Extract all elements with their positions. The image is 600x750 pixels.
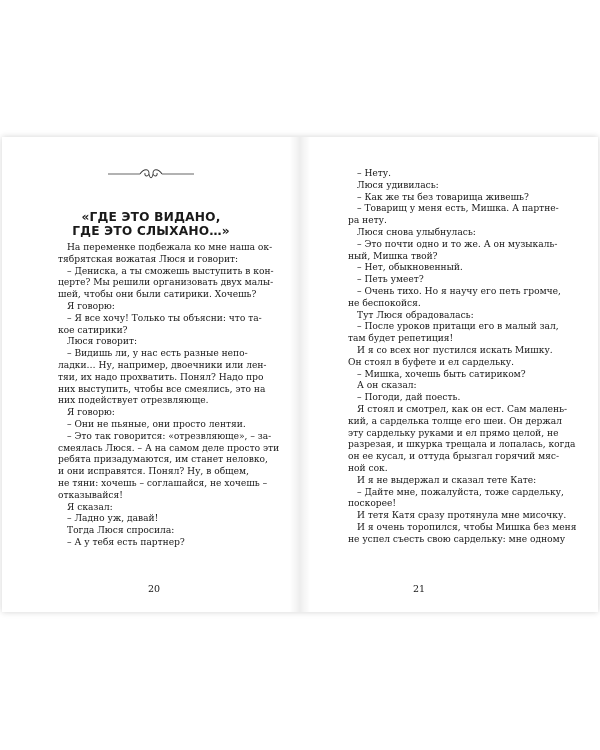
text-line: шей, чтобы они были сатирики. Хочешь? (58, 290, 257, 301)
text-line: – Они не пьяные, они просто лентяи. (67, 419, 246, 430)
text-line: Я сказал: (67, 502, 113, 513)
text-line: – Ладно уж, давай! (67, 514, 159, 525)
text-line: – Дайте мне, пожалуйста, тоже сардельку, (357, 487, 564, 498)
text-line: – Погоди, дай поесть. (357, 393, 461, 404)
text-line: – Нет, обыкновенный. (357, 263, 463, 274)
left-page (2, 137, 300, 612)
text-line: Тут Люся обрадовалась: (357, 310, 474, 321)
text-line: Он стоял в буфете и ел сардельку. (348, 357, 515, 368)
text-line: эту сардельку руками и ел прямо целой, не (348, 428, 559, 439)
left-page-text (58, 243, 278, 550)
ornament-divider (108, 167, 194, 181)
text-line: – Дениска, а ты сможешь выступить в кон- (67, 266, 274, 277)
text-line: – Видишь ли, у нас есть разные непо- (67, 349, 248, 360)
text-line: И я со всех ног пустился искать Мишку. (357, 345, 553, 356)
book-spread (2, 137, 598, 612)
page-number: 21 (413, 584, 426, 595)
text-line: – Как же ты без товарища живешь? (357, 192, 529, 203)
text-line: не успел съесть свою сардельку: мне одному (348, 534, 566, 545)
text-line: Люся говорит: (67, 337, 138, 348)
text-line: Люся снова улыбнулась: (357, 227, 476, 238)
right-page (300, 137, 598, 612)
text-line: На переменке подбежала ко мне наша ок- (67, 243, 273, 253)
text-line: – Нету. (357, 169, 392, 179)
text-line: Люся удивилась: (357, 180, 439, 191)
text-line: ладки… Ну, например, двоечники или лен- (58, 360, 267, 371)
right-page-text (348, 169, 577, 547)
text-line: Я стоял и смотрел, как он ест. Сам малень- (357, 404, 568, 415)
text-line: ребята призадумаются, им станет неловко, (58, 455, 268, 466)
text-line: них выступить, чтобы все смеялись, это на (58, 384, 266, 395)
chapter-title-line-1: «ГДЕ ЭТО ВИДАНО, (81, 210, 221, 224)
page-number: 20 (148, 584, 161, 595)
text-line: он ее кусал, и оттуда брызгал горячий мяс- (348, 452, 560, 463)
text-line: – А у тебя есть партнер? (67, 537, 185, 548)
text-line: не беспокойся. (348, 298, 421, 309)
text-line: И я очень торопился, чтобы Мишка без меня (357, 522, 577, 533)
text-line: – После уроков притащи его в малый зал, (357, 322, 559, 333)
text-line: И я не выдержал и сказал тете Кате: (357, 475, 537, 486)
text-line: кое сатирики? (58, 325, 128, 336)
text-line: – Мишка, хочешь быть сатириком? (357, 369, 526, 380)
text-line: тябрятская вожатая Люся и говорит: (58, 254, 239, 265)
text-line: И тетя Катя сразу протянула мне мисочку. (357, 511, 567, 522)
text-line: там будет репетиция! (348, 334, 454, 345)
text-line: поскорее! (348, 499, 397, 510)
text-line: Я говорю: (67, 408, 115, 419)
text-line: ра нету. (348, 216, 387, 227)
text-line: Тогда Люся спросила: (67, 526, 175, 537)
text-line: них подействует отрезвляюще. (58, 396, 209, 407)
text-line: не тяни: хочешь – соглашайся, не хочешь – (58, 478, 268, 489)
text-line: тяи, их надо прохватить. Понял? Надо про (58, 372, 264, 383)
text-line: смеялась Люся. – А на самом деле просто эти (58, 443, 280, 454)
text-line: Я говорю: (67, 301, 115, 312)
text-line: – Это так говорится: «отрезвляюще», – за- (67, 431, 272, 442)
text-line: разрезая, и шкурка трещала и лопалась, когда (348, 440, 576, 451)
text-line: церте? Мы решили организовать двух малы- (58, 278, 274, 289)
text-line: – Очень тихо. Но я научу его петь громче, (357, 286, 561, 297)
text-line: – Я все хочу! Только ты объясни: что та- (67, 313, 262, 324)
text-line: кий, а сарделька толще его шеи. Он держал (348, 416, 562, 427)
text-line: отказывайся! (58, 490, 123, 501)
text-line: ный, Мишка твой? (348, 251, 438, 262)
text-line: – Петь умеет? (357, 275, 424, 286)
text-line: – Товарищ у меня есть, Мишка. А партне- (357, 204, 559, 215)
chapter-title-line-2: ГДЕ ЭТО СЛЫХАНО…» (72, 224, 230, 238)
text-line: А он сказал: (357, 381, 417, 392)
text-line: – Это почти одно и то же. А он музыкаль- (357, 239, 558, 250)
text-line: ной сок. (348, 463, 388, 474)
text-line: и они исправятся. Понял? Ну, в общем, (58, 467, 249, 478)
